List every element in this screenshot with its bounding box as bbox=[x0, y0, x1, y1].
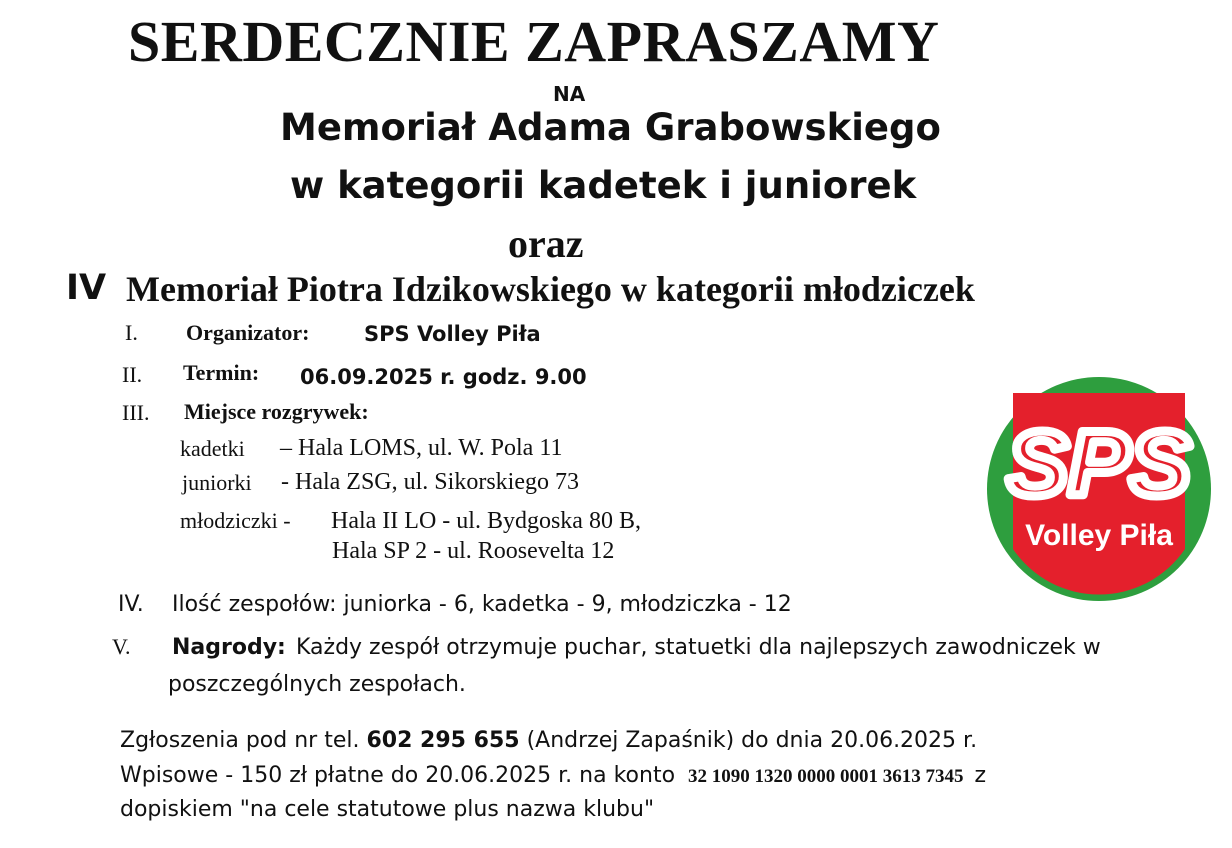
memorial-title-1: Memoriał Adama Grabowskiego bbox=[280, 106, 941, 149]
subtitle-na: NA bbox=[553, 82, 586, 106]
prizes-text-1: Każdy zespół otrzymuje puchar, statuetki dla najlepszych zawodniczek w bbox=[296, 635, 1101, 660]
organizer-label: Organizator: bbox=[186, 320, 310, 345]
registration-text-a: Zgłoszenia pod nr tel. bbox=[120, 728, 360, 753]
section-number-3: III. bbox=[122, 400, 150, 425]
logo-letters: SPS bbox=[1006, 413, 1192, 515]
section-number-2: II. bbox=[122, 362, 143, 387]
prizes-label: Nagrody: bbox=[172, 635, 286, 660]
bank-account-number: 32 1090 1320 0000 0001 3613 7345 bbox=[688, 766, 964, 787]
conjunction-oraz: oraz bbox=[508, 221, 584, 266]
memorial-subtitle-1: w kategorii kadetek i juniorek bbox=[290, 164, 917, 207]
venue-mlodziczki-1: Hala II LO - ul. Bydgoska 80 B, bbox=[331, 508, 641, 534]
venue-juniorki: - Hala ZSG, ul. Sikorskiego 73 bbox=[281, 469, 579, 495]
organizer-value: SPS Volley Piła bbox=[364, 322, 541, 346]
venue-category-mlodziczki: młodziczki - bbox=[180, 508, 291, 533]
registration-text-b: (Andrzej Zapaśnik) do dnia 20.06.2025 r. bbox=[526, 728, 978, 753]
section-number-5: V. bbox=[112, 634, 131, 659]
fee-line bbox=[120, 763, 986, 788]
venues-label: Miejsce rozgrywek: bbox=[184, 399, 369, 424]
venue-mlodziczki-2: Hala SP 2 - ul. Roosevelta 12 bbox=[332, 538, 615, 564]
date-label: Termin: bbox=[183, 360, 260, 385]
section-number-4: IV. bbox=[118, 592, 144, 617]
registration-phone: 602 295 655 bbox=[366, 728, 520, 753]
fee-text-b: z bbox=[974, 763, 987, 788]
registration-line bbox=[120, 728, 977, 753]
venue-kadetki: – Hala LOMS, ul. W. Pola 11 bbox=[280, 435, 563, 461]
memorial-2-number: IV bbox=[66, 268, 107, 308]
date-value: 06.09.2025 r. godz. 9.00 bbox=[300, 365, 587, 389]
venue-category-juniorki: juniorki bbox=[182, 470, 252, 495]
sps-volley-logo bbox=[987, 377, 1211, 601]
logo-caption: Volley Piła bbox=[1025, 519, 1173, 552]
prizes-text-2: poszczególnych zespołach. bbox=[168, 672, 466, 697]
main-title: SERDECZNIE ZAPRASZAMY bbox=[128, 9, 940, 74]
fee-text-a: Wpisowe - 150 zł płatne do 20.06.2025 r. na konto bbox=[120, 763, 676, 788]
venue-category-kadetki: kadetki bbox=[180, 436, 245, 461]
section-number-1: I. bbox=[125, 320, 138, 345]
memorial-title-2: Memoriał Piotra Idzikowskiego w kategorii młodziczek bbox=[126, 269, 975, 309]
teams-count: Ilość zespołów: juniorka - 6, kadetka - 9, młodziczka - 12 bbox=[172, 592, 792, 617]
fee-note-line: dopiskiem "na cele statutowe plus nazwa klubu" bbox=[120, 797, 655, 822]
